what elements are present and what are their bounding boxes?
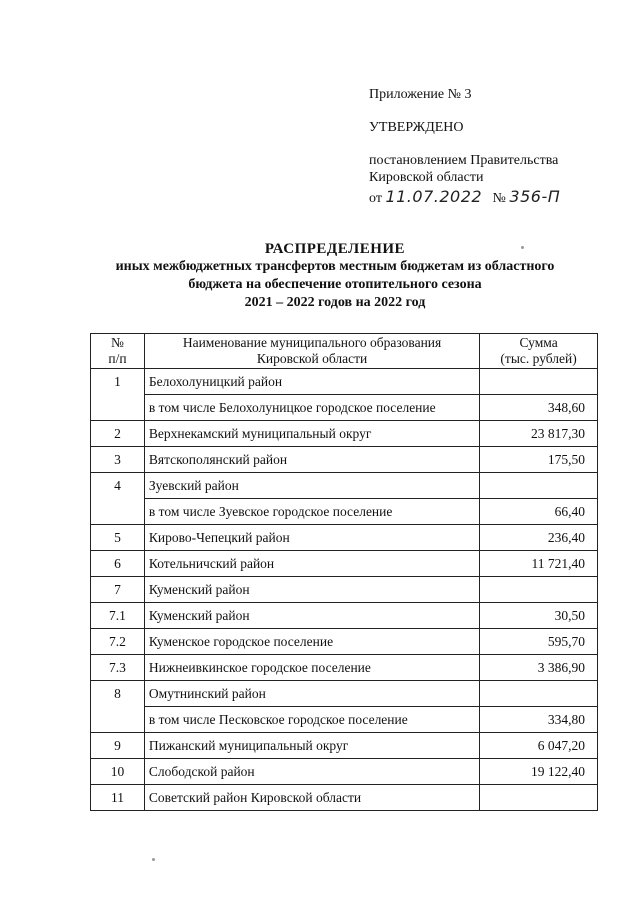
decree-line-2: Кировской области (369, 170, 484, 185)
scan-speck (521, 246, 524, 249)
row-name: в том числе Песковское городское поселение (144, 707, 479, 733)
row-name: Белохолуницкий район (144, 369, 479, 395)
table-row (91, 369, 598, 395)
header-sum-line-2: (тыс. рублей) (500, 351, 577, 366)
distribution-table (90, 333, 598, 811)
appendix-label: Приложение № 3 (369, 87, 472, 102)
row-number: 1 (91, 369, 145, 395)
row-number: 3 (91, 447, 145, 473)
header-name-line-1: Наименование муниципального образования (182, 335, 442, 350)
table-row (91, 421, 598, 447)
row-name: Куменский район (144, 603, 479, 629)
row-sum: 348,60 (480, 395, 598, 421)
header-name (144, 334, 479, 369)
row-number (91, 707, 145, 733)
row-number: 11 (91, 785, 145, 811)
row-number: 6 (91, 551, 145, 577)
table-row (91, 577, 598, 603)
table-row (91, 603, 598, 629)
table-row (91, 707, 598, 733)
row-number: 10 (91, 759, 145, 785)
decree-date-number (369, 188, 560, 207)
header-num (91, 334, 145, 369)
row-name: Куменское городское поселение (144, 629, 479, 655)
table-row (91, 447, 598, 473)
header-sum (480, 334, 598, 369)
table-row (91, 759, 598, 785)
row-sum: 6 047,20 (480, 733, 598, 759)
table-row (91, 681, 598, 707)
row-name: в том числе Белохолуницкое городское поселение (144, 395, 479, 421)
row-number: 9 (91, 733, 145, 759)
table-row (91, 525, 598, 551)
row-sum (480, 577, 598, 603)
header-name-line-2: Кировской области (256, 351, 368, 366)
table-row (91, 785, 598, 811)
row-sum: 11 721,40 (480, 551, 598, 577)
header-num-line-2: п/п (108, 351, 127, 366)
row-sum: 3 386,90 (480, 655, 598, 681)
row-name: Нижнеивкинское городское поселение (144, 655, 479, 681)
row-sum (480, 369, 598, 395)
row-name: Зуевский район (144, 473, 479, 499)
row-sum: 19 122,40 (480, 759, 598, 785)
title-line-1: иных межбюджетных трансфертов местным бюджетам из областного (115, 259, 555, 274)
scan-speck (152, 858, 155, 861)
row-sum (480, 681, 598, 707)
header-sum-line-1: Сумма (519, 335, 558, 350)
approved-label: УТВЕРЖДЕНО (369, 120, 464, 135)
row-sum: 595,70 (480, 629, 598, 655)
row-sum: 30,50 (480, 603, 598, 629)
row-name: Верхнекамский муниципальный округ (144, 421, 479, 447)
header-num-line-1: № (111, 335, 124, 350)
row-name: Омутнинский район (144, 681, 479, 707)
table-row (91, 733, 598, 759)
row-sum: 66,40 (480, 499, 598, 525)
title-main: РАСПРЕДЕЛЕНИЕ (264, 241, 406, 257)
table-header-row (91, 334, 598, 369)
row-sum: 175,50 (480, 447, 598, 473)
row-number (91, 499, 145, 525)
approval-block (369, 86, 560, 207)
row-sum (480, 473, 598, 499)
row-number: 7.2 (91, 629, 145, 655)
row-sum: 334,80 (480, 707, 598, 733)
row-number: 7.3 (91, 655, 145, 681)
row-sum (480, 785, 598, 811)
row-name: Котельничский район (144, 551, 479, 577)
table-row (91, 395, 598, 421)
row-sum: 23 817,30 (480, 421, 598, 447)
row-number (91, 395, 145, 421)
table-body (91, 369, 598, 811)
table-row (91, 473, 598, 499)
row-name: Слободской район (144, 759, 479, 785)
row-name: в том числе Зуевское городское поселение (144, 499, 479, 525)
date-prefix: от (369, 191, 382, 206)
row-number: 8 (91, 681, 145, 707)
row-number: 7.1 (91, 603, 145, 629)
table-row (91, 551, 598, 577)
row-name: Советский район Кировской области (144, 785, 479, 811)
row-name: Кирово-Чепецкий район (144, 525, 479, 551)
row-number: 7 (91, 577, 145, 603)
row-name: Вятскополянский район (144, 447, 479, 473)
title-line-3: 2021 – 2022 годов на 2022 год (244, 295, 426, 310)
row-number: 2 (91, 421, 145, 447)
table-row (91, 499, 598, 525)
document-title (60, 240, 610, 312)
row-number: 4 (91, 473, 145, 499)
row-sum: 236,40 (480, 525, 598, 551)
row-number: 5 (91, 525, 145, 551)
table-row (91, 655, 598, 681)
row-name: Пижанский муниципальный округ (144, 733, 479, 759)
date-value: 11.07.2022 (385, 187, 483, 206)
number-value: 356-П (509, 187, 561, 206)
row-name: Куменский район (144, 577, 479, 603)
decree-line-1: постановлением Правительства (369, 153, 559, 168)
table-row (91, 629, 598, 655)
number-prefix: № (492, 191, 506, 206)
title-line-2: бюджета на обеспечение отопительного сезона (188, 277, 482, 292)
